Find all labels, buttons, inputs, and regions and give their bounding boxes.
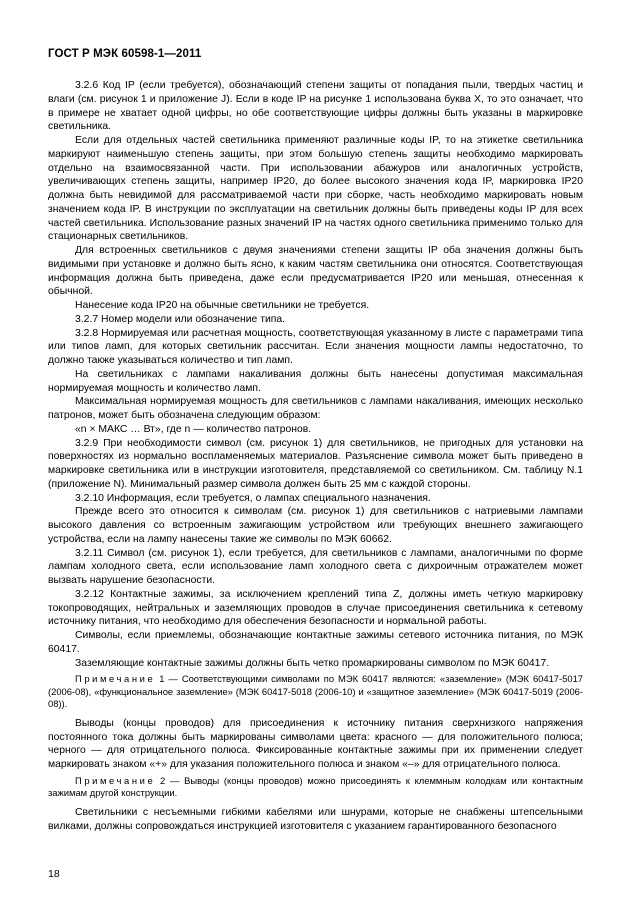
paragraph: Светильники с несъемными гибкими кабелями или шнурами, которые не снабжены штепсельными вилками, должны сопровождаться инструкцией изготовителя с указанием гарантированного безопасного <box>48 806 583 832</box>
document-body <box>48 79 583 833</box>
paragraph: Максимальная нормируемая мощность для светильников с лампами накаливания, имеющих несколько патронов, может быть обозначена следующим образом: <box>48 396 583 421</box>
note-label: Примечание <box>75 774 156 786</box>
paragraph: Выводы (концы проводов) для присоединения к источнику питания сверхнизкого напряжения постоянного тока должны быть маркированы символами цвета: красного — для положительного полюса; черного — для отрицательного полюса. Фиксированные контактные зажимы при их применении следует маркировать знаком «+» для указания положительного полюса и знаком «–» для отрицательного полюса. <box>48 717 583 770</box>
paragraph: Если для отдельных частей светильника применяют различные коды IP, то на этикетке светильника маркируют наименьшую степень защиты, при этом большую степень защиты необходимо маркировать отдельно на взаимосвязанной части. При использовании абажуров или аналогичных устройств, увеличивающих степень защиты, например IP20, до более высокого значения кода IP, маркировка IP20 должна быть невидимой для рассматриваемой части при сборке, часть необходимо маркировать новым значением кода IP. В инструкции по эксплуатации на светильник должны быть приведены коды IP для всех частей светильника. Использование разных значений IP на частях одного светильника применимо только для стационарных светильников. <box>48 135 583 243</box>
paragraph: 3.2.6 Код IP (если требуется), обозначающий степени защиты от попадания пыли, твердых частиц и влаги (см. рисунок 1 и приложение J). Если в коде IP на рисунке 1 использована буква X, то это означает, что в примере не хватает одной цифры, но обе соответствующие цифры должны быть указаны в маркировке светильника. <box>48 80 583 133</box>
note-text: 2 — Выводы (концы проводов) можно присоединять к клеммным колодкам или контактным зажимам другой конструкции. <box>48 774 583 799</box>
paragraph: 3.2.10 Информация, если требуется, о лампах специального назначения. <box>75 492 431 504</box>
paragraph: Для встроенных светильников с двумя значениями степени защиты IP оба значения должны быть видимыми при установке и должно быть ясно, к каким частям светильника они относятся. Соответствующая информация должна быть приведена, даже если предусматривается IP20 или меньшая, отнесенная к обычной. <box>48 245 583 298</box>
paragraph: 3.2.12 Контактные зажимы, за исключением креплений типа Z, должны иметь четкую маркировку токопроводящих, нейтральных и заземляющих проводов в случае присоединения светильника к сетевому источнику питания, что необходимо для обеспечения безопасности и нормальной работы. <box>48 588 583 628</box>
paragraph: Заземляющие контактные зажимы должны быть четко промаркированы символом по МЭК 60417. <box>75 657 550 669</box>
paragraph: Прежде всего это относится к символам (см. рисунок 1) для светильников с натриевыми лампами высокого давления со встроенным зажигающим устройством или требующих внешнего зажигающего устройства, если на лампу нанесены такие же символы по МЭК 60662. <box>48 506 583 545</box>
note-2 <box>48 775 583 800</box>
note-label: Примечание <box>75 673 156 685</box>
paragraph: Символы, если приемлемы, обозначающие контактные зажимы сетевого источника питания, по МЭК 60417. <box>48 630 583 655</box>
note-1 <box>48 673 583 711</box>
paragraph: «n × МАКС … Вт», где n — количество патронов. <box>75 423 312 435</box>
note-text: 1 — Соответствующими символами по МЭК 60417 являются: «заземление» (МЭК 60417-5017 (2006-08), «функциональное заземление» (МЭК 60417-5018 (2006-10) и «защитное заземление» (МЭК 60417-5019 (2006-08)). <box>48 673 584 710</box>
paragraph: 3.2.9 При необходимости символ (см. рисунок 1) для светильников, не пригодных для установки на поверхностях из нормально воспламеняемых материалов. Разъяснение символа может быть приведено в маркировке светильника или в инструкции изготовителя, представляемой со светильником. См. таблицу N.1 (приложение N). Минимальный размер символа должен быть 25 мм с каждой стороны. <box>48 437 583 490</box>
paragraph: 3.2.7 Номер модели или обозначение типа. <box>75 313 286 325</box>
paragraph: На светильниках с лампами накаливания должны быть нанесены допустимая максимальная нормируемая мощность и количество ламп. <box>48 368 583 394</box>
document-header: ГОСТ Р МЭК 60598-1—2011 <box>48 48 202 60</box>
paragraph: Нанесение кода IP20 на обычные светильники не требуется. <box>75 300 370 311</box>
page-number: 18 <box>48 868 60 880</box>
paragraph: 3.2.8 Нормируемая или расчетная мощность, соответствующая указанному в листе с параметрами типа или типов ламп, для которых светильник рассчитан. Если значения мощности лампы недостаточно, то должно также указываться количество и тип ламп. <box>48 327 583 366</box>
paragraph: 3.2.11 Символ (см. рисунок 1), если требуется, для светильников с лампами, аналогичными по форме лампам холодного света, если использование ламп холодного света с дихроичным отражателем может вызвать нарушение безопасности. <box>48 547 583 586</box>
